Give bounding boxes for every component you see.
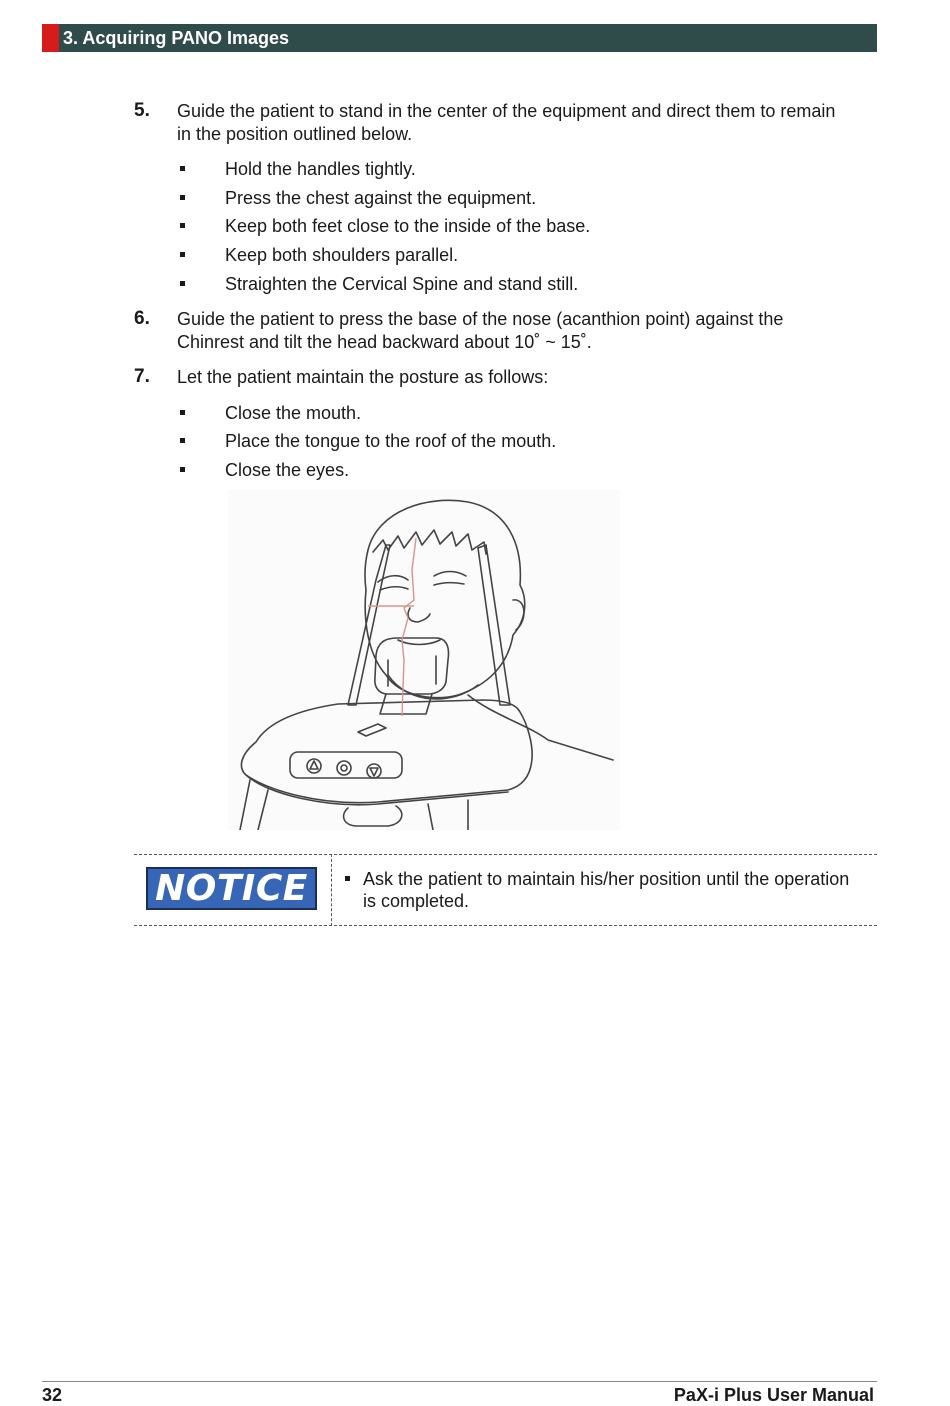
bullet-icon (180, 438, 185, 443)
divider (134, 854, 877, 855)
list-item-text: Close the eyes. (225, 460, 350, 480)
bullet-icon (180, 166, 185, 171)
step-number: 7. (134, 366, 150, 387)
section-header (42, 24, 877, 52)
notice-text: Ask the patient to maintain his/her position until the operation is completed. (363, 869, 850, 911)
bullet-icon (180, 467, 185, 472)
step-6 (134, 308, 839, 354)
section-title: 3. Acquiring PANO Images (63, 28, 290, 48)
step-number: 5. (134, 100, 150, 121)
header-accent-mark (42, 24, 59, 52)
step-text: Guide the patient to press the base of the nose (acanthion point) against the Chinrest and tilt the head backward about 10˚ ~ 15˚. (177, 309, 784, 352)
step-number: 6. (134, 308, 150, 329)
divider (331, 854, 332, 926)
bullet-icon (345, 876, 350, 881)
list-item-text: Place the tongue to the roof of the mouth. (225, 431, 557, 451)
step-5 (134, 100, 839, 146)
step-7 (134, 366, 839, 390)
list-item-text: Press the chest against the equipment. (225, 188, 537, 208)
footer-divider (42, 1381, 877, 1382)
list-item-text: Hold the handles tightly. (225, 159, 416, 179)
page-number: 32 (42, 1385, 63, 1405)
bullet-icon (180, 195, 185, 200)
patient-positioning-illustration (228, 490, 620, 830)
manual-title: PaX-i Plus User Manual (673, 1385, 874, 1405)
list-item-text: Close the mouth. (225, 403, 362, 423)
divider (134, 925, 877, 926)
notice-badge (146, 867, 317, 910)
step-text: Guide the patient to stand in the center of the equipment and direct them to remain in the position outlined below. (177, 101, 836, 144)
list-item-text: Keep both feet close to the inside of the base. (225, 216, 591, 236)
notice-box (134, 854, 877, 926)
step-text: Let the patient maintain the posture as follows: (177, 367, 549, 387)
list-item-text: Straighten the Cervical Spine and stand still. (225, 274, 579, 294)
bullet-icon (180, 281, 185, 286)
list-item-text: Keep both shoulders parallel. (225, 245, 459, 265)
bullet-icon (180, 252, 185, 257)
bullet-icon (180, 223, 185, 228)
bullet-icon (180, 410, 185, 415)
notice-label: NOTICE (155, 868, 308, 909)
